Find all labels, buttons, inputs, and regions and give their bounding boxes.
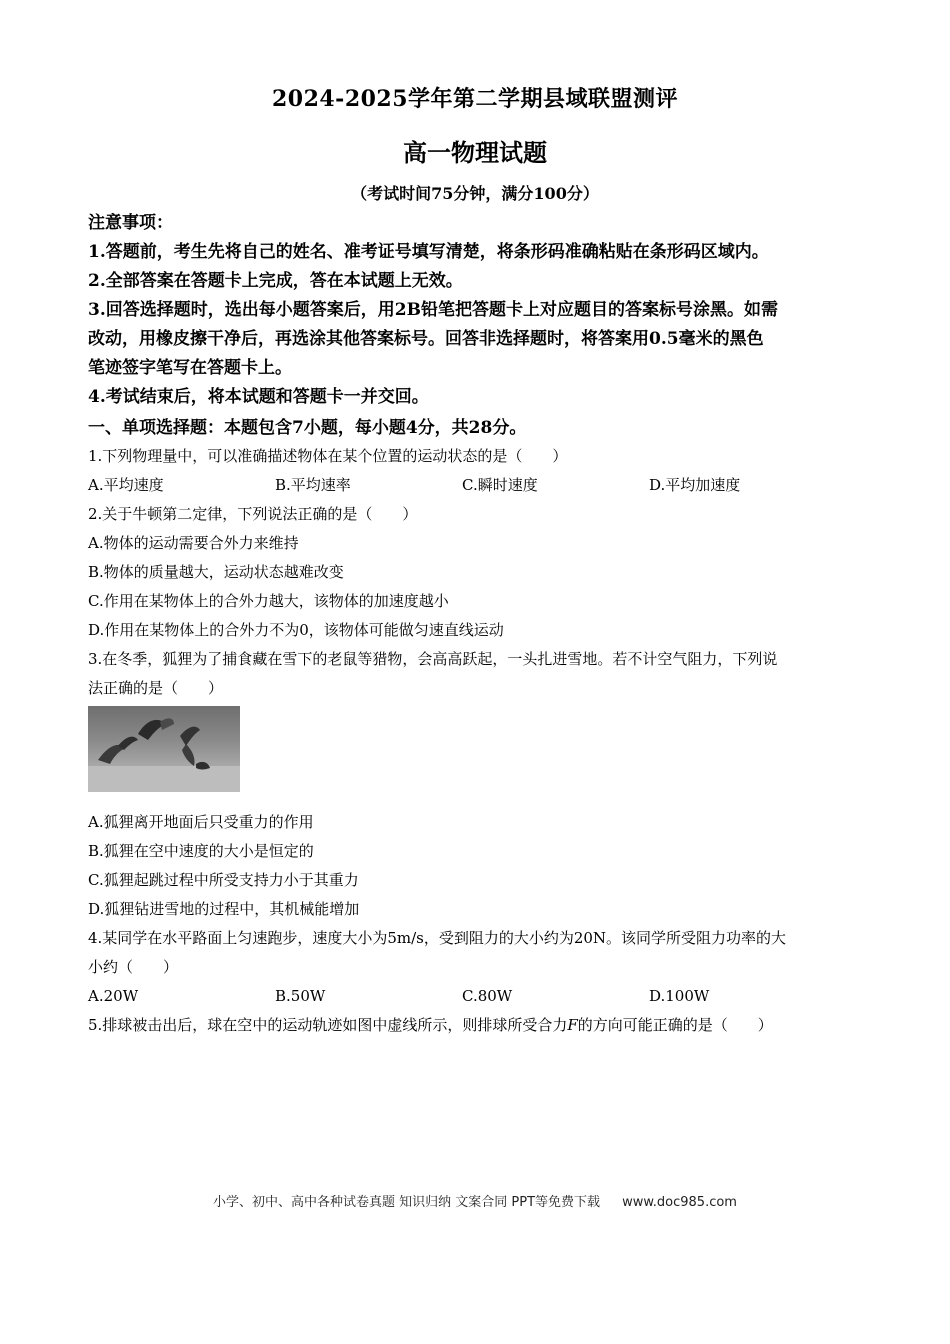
question-stem: 3.在冬季，狐狸为了捕食藏在雪下的老鼠等猎物，会高高跃起，一头扎进雪地。若不计空气阻力，下列说 bbox=[88, 650, 778, 668]
option-b: B.平均速率 bbox=[275, 476, 351, 494]
question-stem bbox=[88, 1011, 873, 1040]
option-b: B.狐狸在空中速度的大小是恒定的 bbox=[88, 842, 314, 860]
option-a: A.平均速度 bbox=[88, 476, 164, 494]
notes-item: 2.全部答案在答题卡上完成，答在本试题上无效。 bbox=[88, 271, 463, 291]
exam-info: （考试时间75分钟，满分100分） bbox=[351, 184, 599, 203]
stem-part: 5.排球被击出后，球在空中的运动轨迹如图中虚线所示，则排球所受合力 bbox=[88, 1016, 568, 1034]
option-d: D.狐狸钻进雪地的过程中，其机械能增加 bbox=[88, 900, 360, 918]
question-3-options bbox=[88, 808, 873, 924]
notes-item: 3.回答选择题时，选出每小题答案后，用2B铅笔把答题卡上对应题目的答案标号涂黑。如需 bbox=[88, 300, 778, 320]
option-d: D.100W bbox=[649, 987, 710, 1005]
question-stem: 1.下列物理量中，可以准确描述物体在某个位置的运动状态的是（ ） bbox=[88, 447, 568, 465]
notes-item: 改动，用橡皮擦干净后，再选涂其他答案标号。回答非选择题时，将答案用0.5毫米的黑色 bbox=[88, 329, 764, 349]
option-b: B.50W bbox=[275, 987, 326, 1005]
force-variable: F bbox=[567, 1016, 578, 1034]
notes-item: 笔迹签字笔写在答题卡上。 bbox=[88, 358, 292, 378]
question-stem: 4.某同学在水平路面上匀速跑步，速度大小为5m/s，受到阻力的大小约为20N。该同学所受阻力功率的大 bbox=[88, 929, 787, 947]
option-a: A.狐狸离开地面后只受重力的作用 bbox=[88, 813, 314, 831]
option-row bbox=[88, 471, 873, 500]
question-2 bbox=[88, 500, 873, 645]
fox-silhouettes-icon bbox=[88, 706, 240, 792]
option-c: C.狐狸起跳过程中所受支持力小于其重力 bbox=[88, 871, 359, 889]
section-heading: 一、单项选择题：本题包含7小题，每小题4分，共28分。 bbox=[88, 418, 527, 438]
notes-heading: 注意事项： bbox=[88, 213, 173, 233]
option-c: C.80W bbox=[462, 987, 513, 1005]
exam-title: 2024-2025学年第二学期县域联盟测评 bbox=[271, 86, 679, 112]
notes-item: 1.答题前，考生先将自己的姓名、准考证号填写清楚，将条形码准确粘贴在条形码区域内。 bbox=[88, 242, 769, 262]
option-c: C.瞬时速度 bbox=[462, 476, 538, 494]
question-stem-cont: 法正确的是（ ） bbox=[88, 679, 224, 697]
option-a: A.物体的运动需要合外力来维持 bbox=[88, 534, 299, 552]
option-a: A.20W bbox=[88, 987, 139, 1005]
question-stem-cont: 小约（ ） bbox=[88, 958, 179, 976]
question-4 bbox=[88, 924, 873, 1011]
notes-block bbox=[88, 209, 868, 412]
fox-jump-photo bbox=[88, 706, 240, 792]
question-1 bbox=[88, 442, 873, 500]
question-5 bbox=[88, 1011, 873, 1040]
option-c: C.作用在某物体上的合外力越大，该物体的加速度越小 bbox=[88, 592, 449, 610]
option-d: D.平均加速度 bbox=[649, 476, 741, 494]
stem-part: 的方向可能正确的是（ ） bbox=[577, 1016, 773, 1034]
exam-subject: 高一物理试题 bbox=[403, 138, 547, 167]
footer-text: 小学、初中、高中各种试卷真题 知识归纳 文案合同 PPT等免费下载 bbox=[213, 1195, 601, 1210]
question-3 bbox=[88, 645, 873, 703]
option-d: D.作用在某物体上的合外力不为0，该物体可能做匀速直线运动 bbox=[88, 621, 504, 639]
page-footer bbox=[0, 1191, 950, 1210]
footer-url[interactable]: www.doc985.com bbox=[622, 1195, 737, 1210]
question-stem: 2.关于牛顿第二定律，下列说法正确的是（ ） bbox=[88, 505, 418, 523]
option-b: B.物体的质量越大，运动状态越难改变 bbox=[88, 563, 344, 581]
notes-item: 4.考试结束后，将本试题和答题卡一并交回。 bbox=[88, 387, 429, 407]
option-row bbox=[88, 982, 873, 1011]
